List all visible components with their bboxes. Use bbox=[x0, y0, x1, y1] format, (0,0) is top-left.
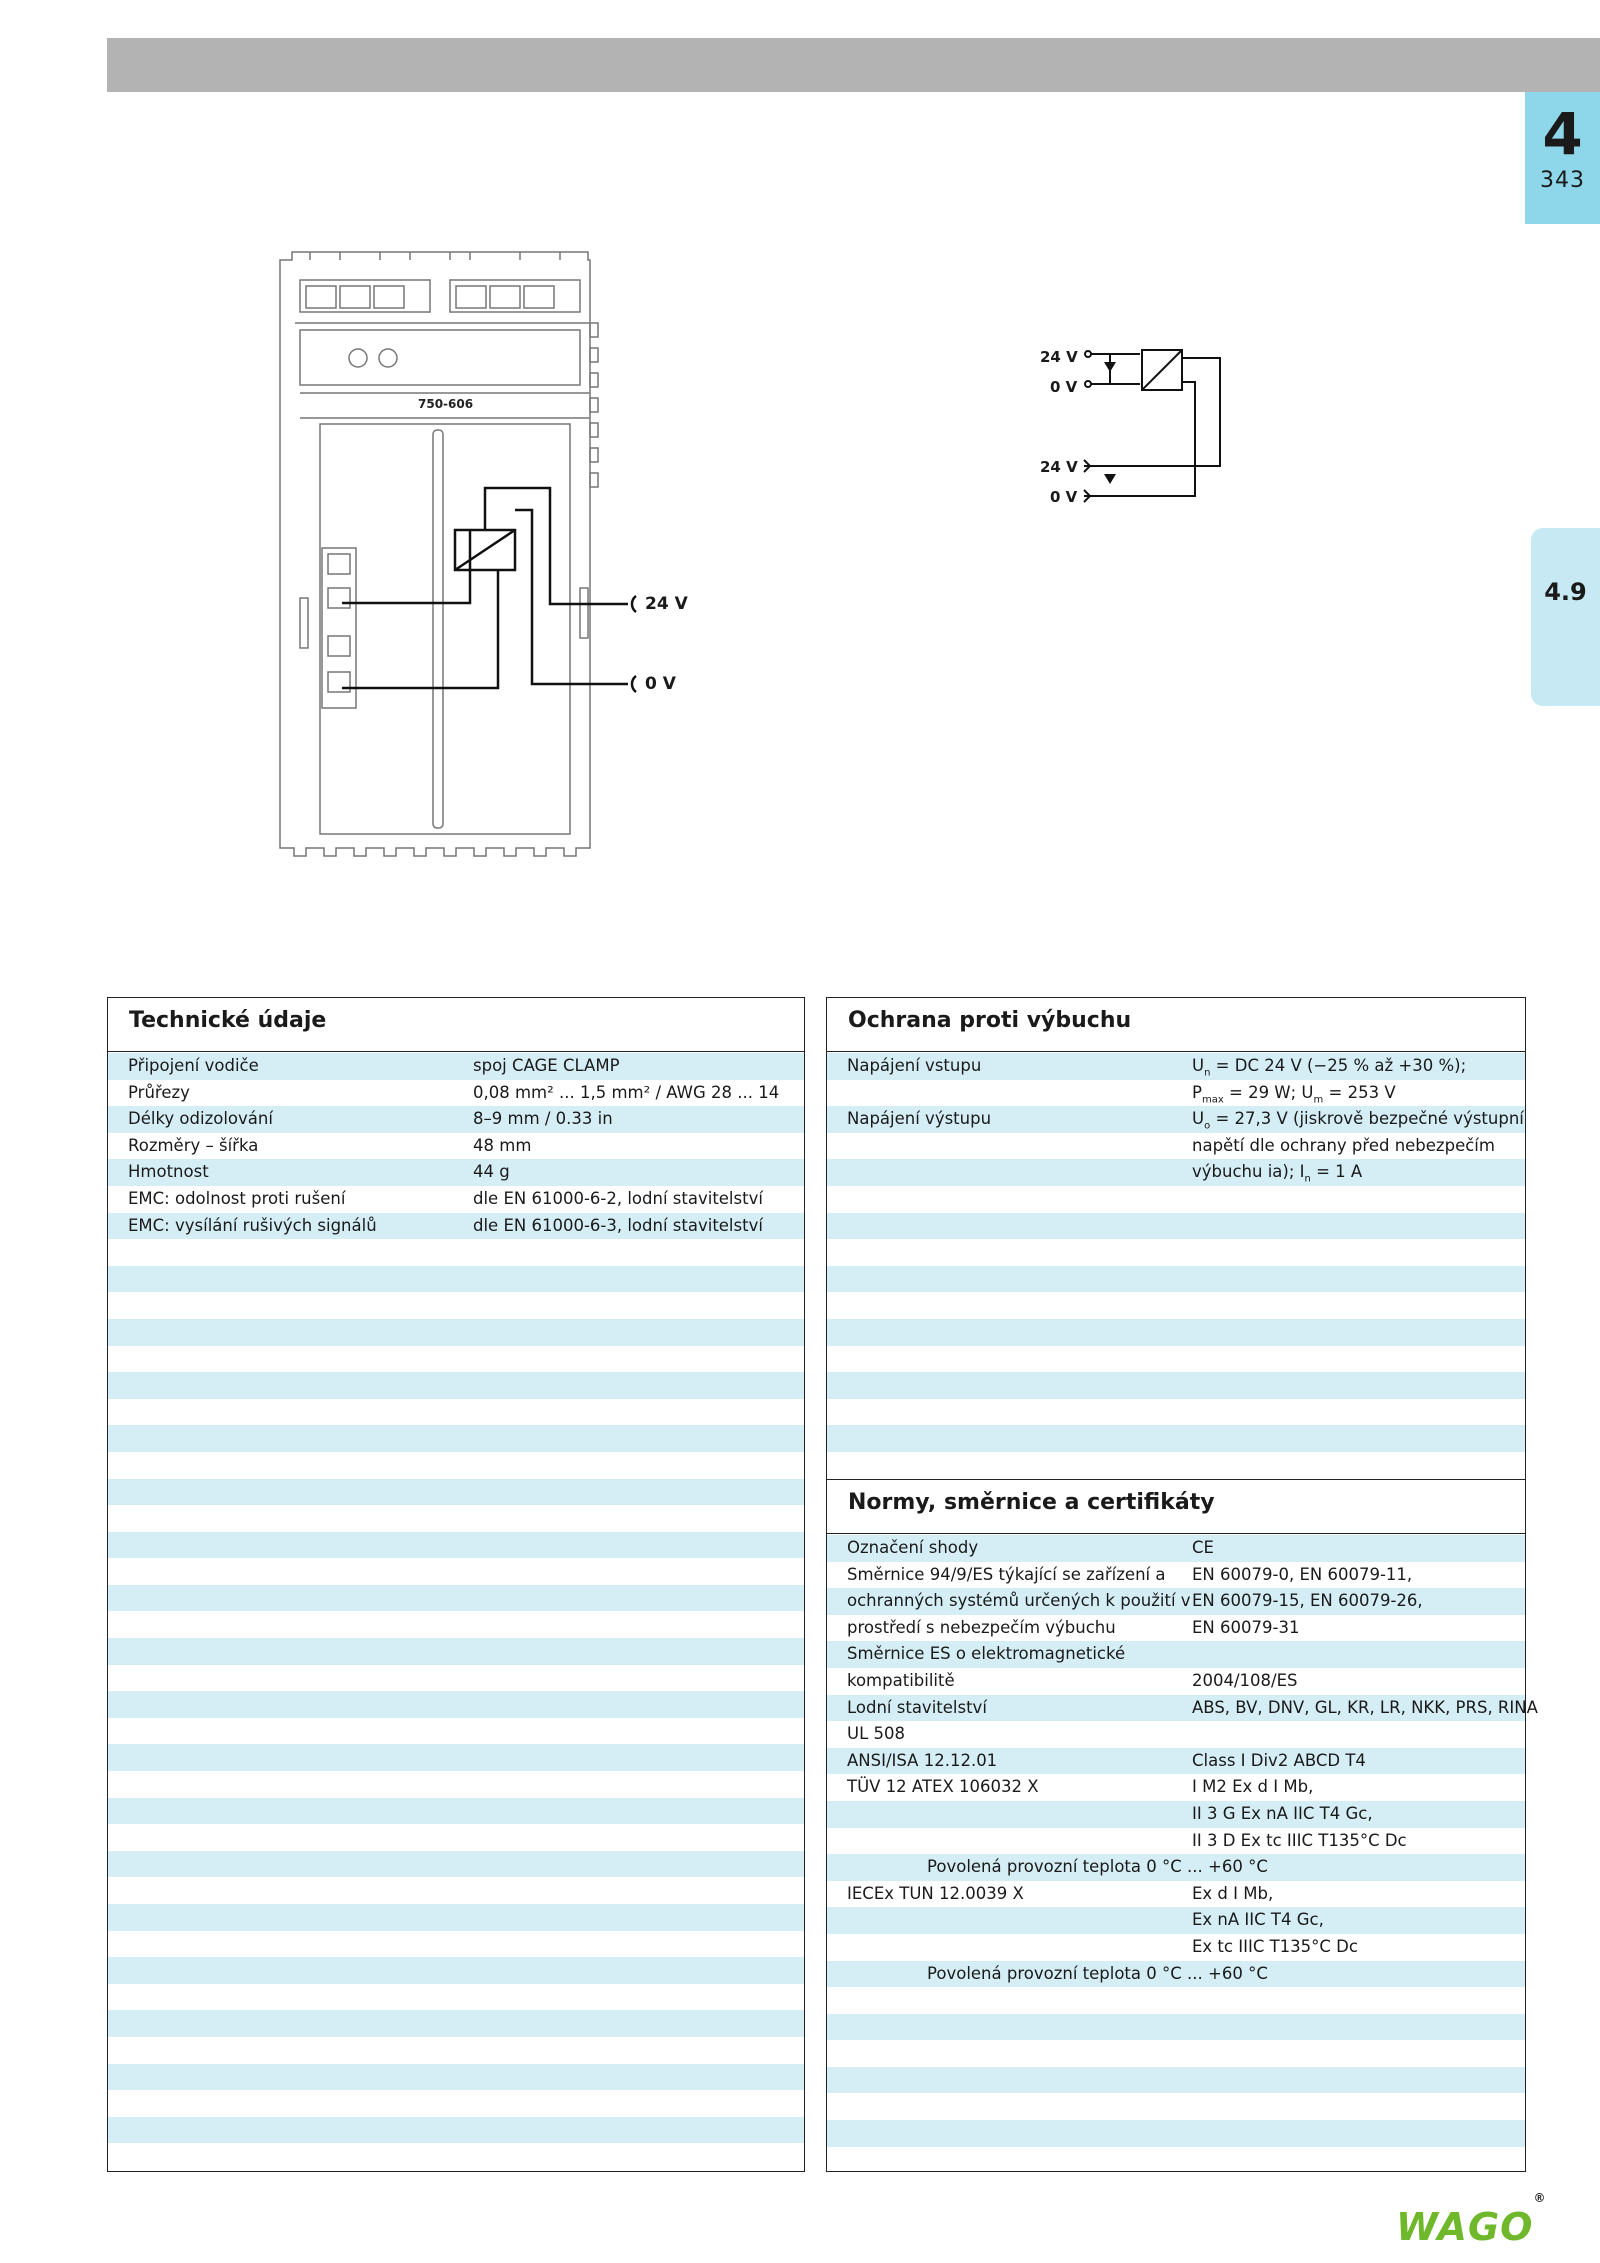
explosion-row-output-3 bbox=[827, 1159, 1525, 1186]
empty-row bbox=[108, 1266, 804, 1293]
row-label: Směrnice ES o elektromagnetické bbox=[847, 1644, 1126, 1664]
empty-row bbox=[108, 1771, 804, 1798]
empty-row bbox=[827, 2093, 1525, 2120]
section-number: 4.9 bbox=[1544, 578, 1587, 606]
empty-row bbox=[108, 2143, 804, 2170]
input-supply-label: Napájení vstupu bbox=[847, 1056, 982, 1075]
table-row bbox=[108, 1159, 804, 1186]
table-row bbox=[827, 1721, 1525, 1748]
table-row bbox=[108, 1213, 804, 1240]
empty-row bbox=[108, 1372, 804, 1399]
schematic-diagram bbox=[1080, 340, 1240, 520]
row-label: Směrnice 94/9/ES týkající se zařízení a bbox=[847, 1564, 1166, 1584]
table-row bbox=[827, 1854, 1525, 1881]
row-value: Ex nA IIC T4 Gc, bbox=[1192, 1910, 1324, 1930]
table-row bbox=[108, 1080, 804, 1107]
explosion-row-output bbox=[827, 1106, 1525, 1133]
empty-row bbox=[827, 1346, 1525, 1373]
table-row bbox=[827, 1774, 1525, 1801]
empty-row bbox=[108, 1611, 804, 1638]
table-row bbox=[108, 1106, 804, 1133]
table-row bbox=[827, 1748, 1525, 1775]
empty-row bbox=[108, 1984, 804, 2011]
row-value: EN 60079-31 bbox=[1192, 1617, 1300, 1637]
row-label: Délky odizolování bbox=[128, 1109, 273, 1129]
table-row bbox=[827, 1695, 1538, 1722]
table-row bbox=[827, 1535, 1525, 1562]
table-row bbox=[108, 1053, 804, 1080]
empty-row bbox=[108, 1585, 804, 1612]
row-label: prostředí s nebezpečím výbuchu bbox=[847, 1617, 1116, 1637]
empty-row bbox=[108, 1718, 804, 1745]
empty-row bbox=[827, 1186, 1525, 1213]
empty-row bbox=[108, 1851, 804, 1878]
row-label: Rozměry – šířka bbox=[128, 1135, 259, 1155]
empty-row bbox=[108, 2037, 804, 2064]
wago-logo: WAGO® bbox=[1396, 2191, 1547, 2249]
row-value: CE bbox=[1192, 1538, 1214, 1557]
empty-row bbox=[827, 2067, 1525, 2094]
table-row bbox=[827, 1641, 1525, 1668]
chapter-number: 4 bbox=[1542, 100, 1583, 168]
row-value: 8–9 mm / 0.33 in bbox=[473, 1109, 613, 1129]
empty-row bbox=[108, 2090, 804, 2117]
tech-data-rows bbox=[108, 1053, 804, 2170]
row-value: 2004/108/ES bbox=[1192, 1670, 1298, 1690]
empty-row bbox=[108, 1931, 804, 1958]
row-label: Označení shody bbox=[847, 1538, 979, 1557]
empty-row bbox=[827, 1292, 1525, 1319]
row-label: Hmotnost bbox=[128, 1162, 209, 1182]
empty-row bbox=[108, 1665, 804, 1692]
output-line-3: výbuchu ia); $I_n = 1$ A bbox=[1192, 1162, 1363, 1185]
empty-row bbox=[108, 1638, 804, 1665]
empty-row bbox=[108, 1452, 804, 1479]
empty-row bbox=[108, 2117, 804, 2144]
empty-row bbox=[108, 1346, 804, 1373]
schematic-in-0v: 0 V bbox=[1050, 378, 1078, 396]
empty-row bbox=[827, 1425, 1525, 1452]
empty-row bbox=[108, 2064, 804, 2091]
explosion-row-output-2 bbox=[827, 1133, 1525, 1160]
empty-row bbox=[108, 1957, 804, 1984]
empty-row bbox=[827, 1266, 1525, 1293]
row-label: Lodní stavitelství bbox=[847, 1697, 987, 1717]
empty-row bbox=[827, 1452, 1525, 1479]
explosion-panel bbox=[826, 997, 1538, 2172]
table-row bbox=[827, 1668, 1525, 1695]
table-row bbox=[827, 1934, 1525, 1961]
empty-row bbox=[827, 1239, 1525, 1266]
row-label: ochranných systémů určených k použití v bbox=[847, 1591, 1191, 1611]
row-value: EN 60079-0, EN 60079-11, bbox=[1192, 1564, 1413, 1584]
empty-row bbox=[108, 1744, 804, 1771]
input-supply-value: $U_n$ = DC 24 V (−25 % až +30 %); bbox=[1192, 1056, 1467, 1079]
empty-row bbox=[108, 1505, 804, 1532]
empty-row bbox=[108, 1239, 804, 1266]
empty-row bbox=[827, 2120, 1525, 2147]
empty-row bbox=[108, 1319, 804, 1346]
empty-row bbox=[108, 1532, 804, 1559]
table-row bbox=[827, 1961, 1525, 1988]
table-row bbox=[827, 1562, 1525, 1589]
empty-row bbox=[108, 1904, 804, 1931]
norms-rows bbox=[827, 1535, 1538, 2147]
empty-row bbox=[108, 1877, 804, 1904]
row-value: dle EN 61000-6-2, lodní stavitelství bbox=[473, 1188, 763, 1208]
table-row bbox=[827, 1907, 1525, 1934]
row-value: EN 60079-15, EN 60079-26, bbox=[1192, 1591, 1423, 1611]
row-value: 44 g bbox=[473, 1162, 510, 1182]
empty-row bbox=[108, 1691, 804, 1718]
tech-data-panel bbox=[107, 997, 805, 2172]
page-number: 343 bbox=[1540, 168, 1585, 193]
row-label: kompatibilitě bbox=[847, 1670, 955, 1690]
empty-row bbox=[108, 1798, 804, 1825]
row-label: Připojení vodiče bbox=[128, 1056, 259, 1075]
row-value: spoj CAGE CLAMP bbox=[473, 1056, 620, 1075]
empty-row bbox=[827, 2014, 1525, 2041]
explosion-title: Ochrana proti výbuchu bbox=[848, 1008, 1132, 1033]
schematic-out-0v: 0 V bbox=[1050, 488, 1078, 506]
table-row bbox=[827, 1588, 1525, 1615]
empty-row bbox=[827, 2040, 1525, 2067]
section-tab bbox=[1531, 528, 1600, 706]
empty-row bbox=[108, 1558, 804, 1585]
table-row bbox=[827, 1881, 1525, 1908]
empty-row bbox=[108, 1292, 804, 1319]
tech-data-title: Technické údaje bbox=[129, 1008, 327, 1033]
output-line-2: napětí dle ochrany před nebezpečím bbox=[1192, 1135, 1495, 1155]
row-value: I M2 Ex d I Mb, bbox=[1192, 1777, 1314, 1797]
empty-row bbox=[827, 1399, 1525, 1426]
empty-row bbox=[108, 2010, 804, 2037]
empty-row bbox=[108, 1479, 804, 1506]
row-value: Ex d I Mb, bbox=[1192, 1883, 1274, 1903]
explosion-row-input bbox=[827, 1053, 1525, 1080]
schematic-out-24v: 24 V bbox=[1040, 458, 1078, 476]
row-value: ABS, BV, DNV, GL, KR, LR, NKK, PRS, RINA bbox=[1192, 1697, 1538, 1717]
row-value: Class I Div2 ABCD T4 bbox=[1192, 1750, 1366, 1770]
drawing-label-0v: 0 V bbox=[645, 674, 676, 694]
output-supply-value: $U_o = 27,3$ V (jiskrově bezpečné výstupní bbox=[1192, 1109, 1524, 1132]
header-bar bbox=[107, 38, 1600, 92]
table-row bbox=[827, 1615, 1525, 1642]
row-value: 48 mm bbox=[473, 1135, 532, 1155]
explosion-rows bbox=[827, 1053, 1525, 1479]
row-value: II 3 D Ex tc IIIC T135°C Dc bbox=[1192, 1830, 1407, 1850]
empty-row bbox=[827, 1987, 1525, 2014]
empty-row bbox=[827, 1213, 1525, 1240]
empty-row bbox=[108, 1824, 804, 1851]
row-value: 0,08 mm² ... 1,5 mm² / AWG 28 ... 14 bbox=[473, 1082, 780, 1102]
empty-row bbox=[108, 1425, 804, 1452]
row-value: Ex tc IIIC T135°C Dc bbox=[1192, 1936, 1358, 1956]
row-value: dle EN 61000-6-3, lodní stavitelství bbox=[473, 1215, 763, 1235]
explosion-row-power bbox=[827, 1080, 1525, 1107]
empty-row bbox=[827, 1372, 1525, 1399]
row-label: Průřezy bbox=[128, 1082, 190, 1102]
row-label: EMC: vysílání rušivých signálů bbox=[128, 1215, 377, 1235]
power-value: $P_{max} = 29$ W; $U_m = 253$ V bbox=[1192, 1082, 1396, 1105]
table-row bbox=[108, 1186, 804, 1213]
table-row bbox=[108, 1133, 804, 1160]
row-label: UL 508 bbox=[847, 1724, 906, 1744]
row-note: Povolená provozní teplota 0 °C ... +60 °C bbox=[927, 1963, 1268, 1983]
row-value: II 3 G Ex nA IIC T4 Gc, bbox=[1192, 1803, 1373, 1823]
table-row bbox=[827, 1828, 1525, 1855]
row-label: IECEx TUN 12.0039 X bbox=[847, 1883, 1024, 1903]
table-row bbox=[827, 1801, 1525, 1828]
row-note: Povolená provozní teplota 0 °C ... +60 °C bbox=[927, 1857, 1268, 1877]
row-label: ANSI/ISA 12.12.01 bbox=[847, 1750, 998, 1770]
empty-row bbox=[108, 1399, 804, 1426]
row-label: EMC: odolnost proti rušení bbox=[128, 1188, 346, 1208]
norms-title: Normy, směrnice a certifikáty bbox=[848, 1490, 1215, 1515]
drawing-label-24v: 24 V bbox=[645, 594, 688, 614]
module-drawing bbox=[270, 248, 730, 878]
schematic-in-24v: 24 V bbox=[1040, 348, 1078, 366]
part-number: 750-606 bbox=[418, 397, 474, 411]
chapter-tab bbox=[1525, 92, 1600, 224]
empty-row bbox=[827, 1319, 1525, 1346]
output-supply-label: Napájení výstupu bbox=[847, 1109, 992, 1129]
row-label: TÜV 12 ATEX 106032 X bbox=[847, 1777, 1039, 1797]
